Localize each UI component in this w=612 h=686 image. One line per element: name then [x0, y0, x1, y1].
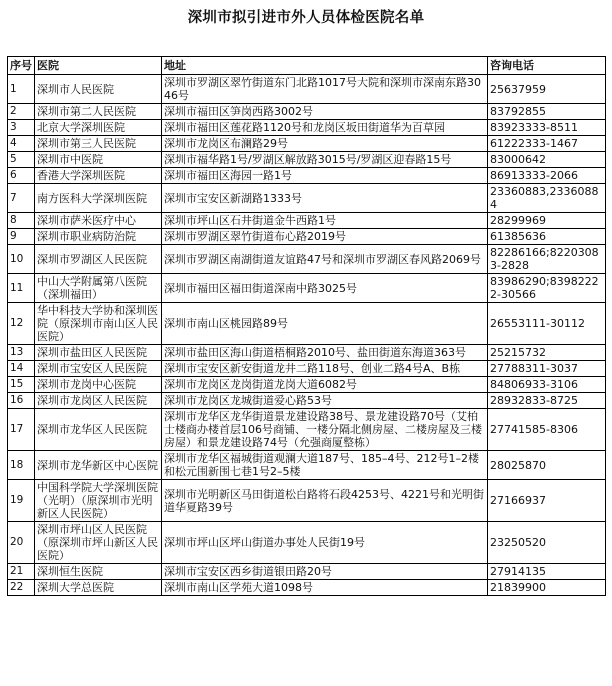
- table-body: [8, 75, 606, 596]
- table-row: [8, 377, 606, 393]
- row-phone: 25215732: [488, 345, 606, 361]
- row-hospital: 中山大学附属第八医院（深圳福田）: [35, 274, 162, 303]
- row-address: 深圳市福田区笋岗西路3002号: [162, 104, 488, 120]
- row-hospital: 深圳市龙华新区中心医院: [35, 451, 162, 480]
- row-seq: 21: [8, 564, 35, 580]
- row-address: 深圳市龙华区福城街道观澜大道187号、185–4号、212号1–2楼和松元围新围七巷1号2–5楼: [162, 451, 488, 480]
- table-row: [8, 361, 606, 377]
- row-phone: 84806933-3106: [488, 377, 606, 393]
- row-seq: 13: [8, 345, 35, 361]
- row-hospital: 深圳市龙华区人民医院: [35, 409, 162, 451]
- row-address: 深圳市宝安区新湖路1333号: [162, 184, 488, 213]
- page-title: 深圳市拟引进市外人员体检医院名单: [187, 10, 425, 26]
- row-hospital: 中国科学院大学深圳医院（光明）（原深圳市光明新区人民医院）: [35, 480, 162, 522]
- row-seq: 16: [8, 393, 35, 409]
- row-address: 深圳市福华路1号/罗湖区解放路3015号/罗湖区迎春路15号: [162, 152, 488, 168]
- table-row: [8, 522, 606, 564]
- row-phone: 25637959: [488, 75, 606, 104]
- row-address: 深圳市罗湖区翠竹街道布心路2019号: [162, 229, 488, 245]
- row-hospital: 深圳大学总医院: [35, 580, 162, 596]
- row-hospital: 深圳市第二人民医院: [35, 104, 162, 120]
- row-hospital: 北京大学深圳医院: [35, 120, 162, 136]
- row-seq: 19: [8, 480, 35, 522]
- row-address: 深圳市龙岗区龙城街道爱心路53号: [162, 393, 488, 409]
- row-address: 深圳市福田区海园一路1号: [162, 168, 488, 184]
- row-hospital: 深圳市第三人民医院: [35, 136, 162, 152]
- row-seq: 9: [8, 229, 35, 245]
- row-address: 深圳市盐田区海山街道梧桐路2010号、盐田街道东海道363号: [162, 345, 488, 361]
- row-hospital: 深圳市萨米医疗中心: [35, 213, 162, 229]
- row-phone: 28299969: [488, 213, 606, 229]
- row-phone: 27788311-3037: [488, 361, 606, 377]
- row-seq: 1: [8, 75, 35, 104]
- row-hospital: 深圳市龙岗中心医院: [35, 377, 162, 393]
- row-phone: 61385636: [488, 229, 606, 245]
- row-address: 深圳市光明新区马田街道松白路将石段4253号、4221号和光明街道华夏路39号: [162, 480, 488, 522]
- row-address: 深圳市福田区福田街道深南中路3025号: [162, 274, 488, 303]
- row-hospital: 深圳市坪山区人民医院（原深圳市坪山新区人民医院）: [35, 522, 162, 564]
- row-address: 深圳市福田区莲花路1120号和龙岗区坂田街道华为百草园: [162, 120, 488, 136]
- row-address: 深圳市罗湖区南湖街道友谊路47号和深圳市罗湖区春风路2069号: [162, 245, 488, 274]
- header-hospital: 医院: [35, 57, 162, 75]
- row-seq: 5: [8, 152, 35, 168]
- row-phone: 27741585-8306: [488, 409, 606, 451]
- table-row: [8, 303, 606, 345]
- row-phone: 61222333-1467: [488, 136, 606, 152]
- header-seq: 序号: [8, 57, 35, 75]
- row-seq: 8: [8, 213, 35, 229]
- row-hospital: 南方医科大学深圳医院: [35, 184, 162, 213]
- row-address: 深圳市坪山区坪山街道办事处人民街19号: [162, 522, 488, 564]
- row-hospital: 深圳市罗湖区人民医院: [35, 245, 162, 274]
- row-seq: 17: [8, 409, 35, 451]
- row-seq: 4: [8, 136, 35, 152]
- row-seq: 3: [8, 120, 35, 136]
- table-row: [8, 564, 606, 580]
- row-phone: 26553111-30112: [488, 303, 606, 345]
- table-row: [8, 152, 606, 168]
- row-address: 深圳市龙岗区布澜路29号: [162, 136, 488, 152]
- table-row: [8, 393, 606, 409]
- row-hospital: 华中科技大学协和深圳医院（原深圳市南山区人民医院）: [35, 303, 162, 345]
- row-address: 深圳市宝安区新安街道龙井二路118号、创业二路4号A、B栋: [162, 361, 488, 377]
- row-phone: 83923333-8511: [488, 120, 606, 136]
- row-seq: 11: [8, 274, 35, 303]
- row-seq: 7: [8, 184, 35, 213]
- row-hospital: 深圳市盐田区人民医院: [35, 345, 162, 361]
- row-seq: 2: [8, 104, 35, 120]
- table-row: [8, 229, 606, 245]
- row-hospital: 深圳市龙岗区人民医院: [35, 393, 162, 409]
- row-phone: 83986290;83982222-30566: [488, 274, 606, 303]
- row-seq: 20: [8, 522, 35, 564]
- row-address: 深圳市龙岗区龙岗街道龙岗大道6082号: [162, 377, 488, 393]
- row-hospital: 深圳市人民医院: [35, 75, 162, 104]
- row-seq: 18: [8, 451, 35, 480]
- row-seq: 12: [8, 303, 35, 345]
- table-row: [8, 245, 606, 274]
- row-hospital: 香港大学深圳医院: [35, 168, 162, 184]
- row-seq: 14: [8, 361, 35, 377]
- table-row: [8, 480, 606, 522]
- row-phone: 82286166;82203083-2828: [488, 245, 606, 274]
- row-phone: 28025870: [488, 451, 606, 480]
- row-hospital: 深圳市职业病防治院: [35, 229, 162, 245]
- table-row: [8, 213, 606, 229]
- row-phone: 27166937: [488, 480, 606, 522]
- row-phone: 21839900: [488, 580, 606, 596]
- header-phone: 咨询电话: [488, 57, 606, 75]
- row-seq: 6: [8, 168, 35, 184]
- table-row: [8, 451, 606, 480]
- row-phone: 23360883,23360884: [488, 184, 606, 213]
- row-address: 深圳市罗湖区翠竹街道东门北路1017号大院和深圳市深南东路3046号: [162, 75, 488, 104]
- row-hospital: 深圳市中医院: [35, 152, 162, 168]
- table-row: [8, 345, 606, 361]
- table-row: [8, 120, 606, 136]
- row-seq: 15: [8, 377, 35, 393]
- row-hospital: 深圳市宝安区人民医院: [35, 361, 162, 377]
- row-phone: 27914135: [488, 564, 606, 580]
- row-phone: 28932833-8725: [488, 393, 606, 409]
- table-row: [8, 136, 606, 152]
- table-row: [8, 580, 606, 596]
- row-phone: 83792855: [488, 104, 606, 120]
- row-phone: 23250520: [488, 522, 606, 564]
- row-seq: 10: [8, 245, 35, 274]
- row-address: 深圳市宝安区西乡街道银田路20号: [162, 564, 488, 580]
- hospital-table: [7, 56, 606, 596]
- table-row: [8, 75, 606, 104]
- row-hospital: 深圳恒生医院: [35, 564, 162, 580]
- row-address: 深圳市坪山区石井街道金牛西路1号: [162, 213, 488, 229]
- header-address: 地址: [162, 57, 488, 75]
- table-header-row: [8, 57, 606, 75]
- row-address: 深圳市南山区桃园路89号: [162, 303, 488, 345]
- table-row: [8, 409, 606, 451]
- row-address: 深圳市龙华区龙华街道景龙建设路38号、景龙建设路70号（艾柏士楼商办楼首层106号商铺、一楼分隔北侧房屋、二楼房屋及三楼房屋）和景龙建设路74号（允强商厦整栋）: [162, 409, 488, 451]
- table-row: [8, 104, 606, 120]
- table-row: [8, 184, 606, 213]
- table-row: [8, 274, 606, 303]
- row-phone: 83000642: [488, 152, 606, 168]
- table-row: [8, 168, 606, 184]
- row-seq: 22: [8, 580, 35, 596]
- row-address: 深圳市南山区学苑大道1098号: [162, 580, 488, 596]
- row-phone: 86913333-2066: [488, 168, 606, 184]
